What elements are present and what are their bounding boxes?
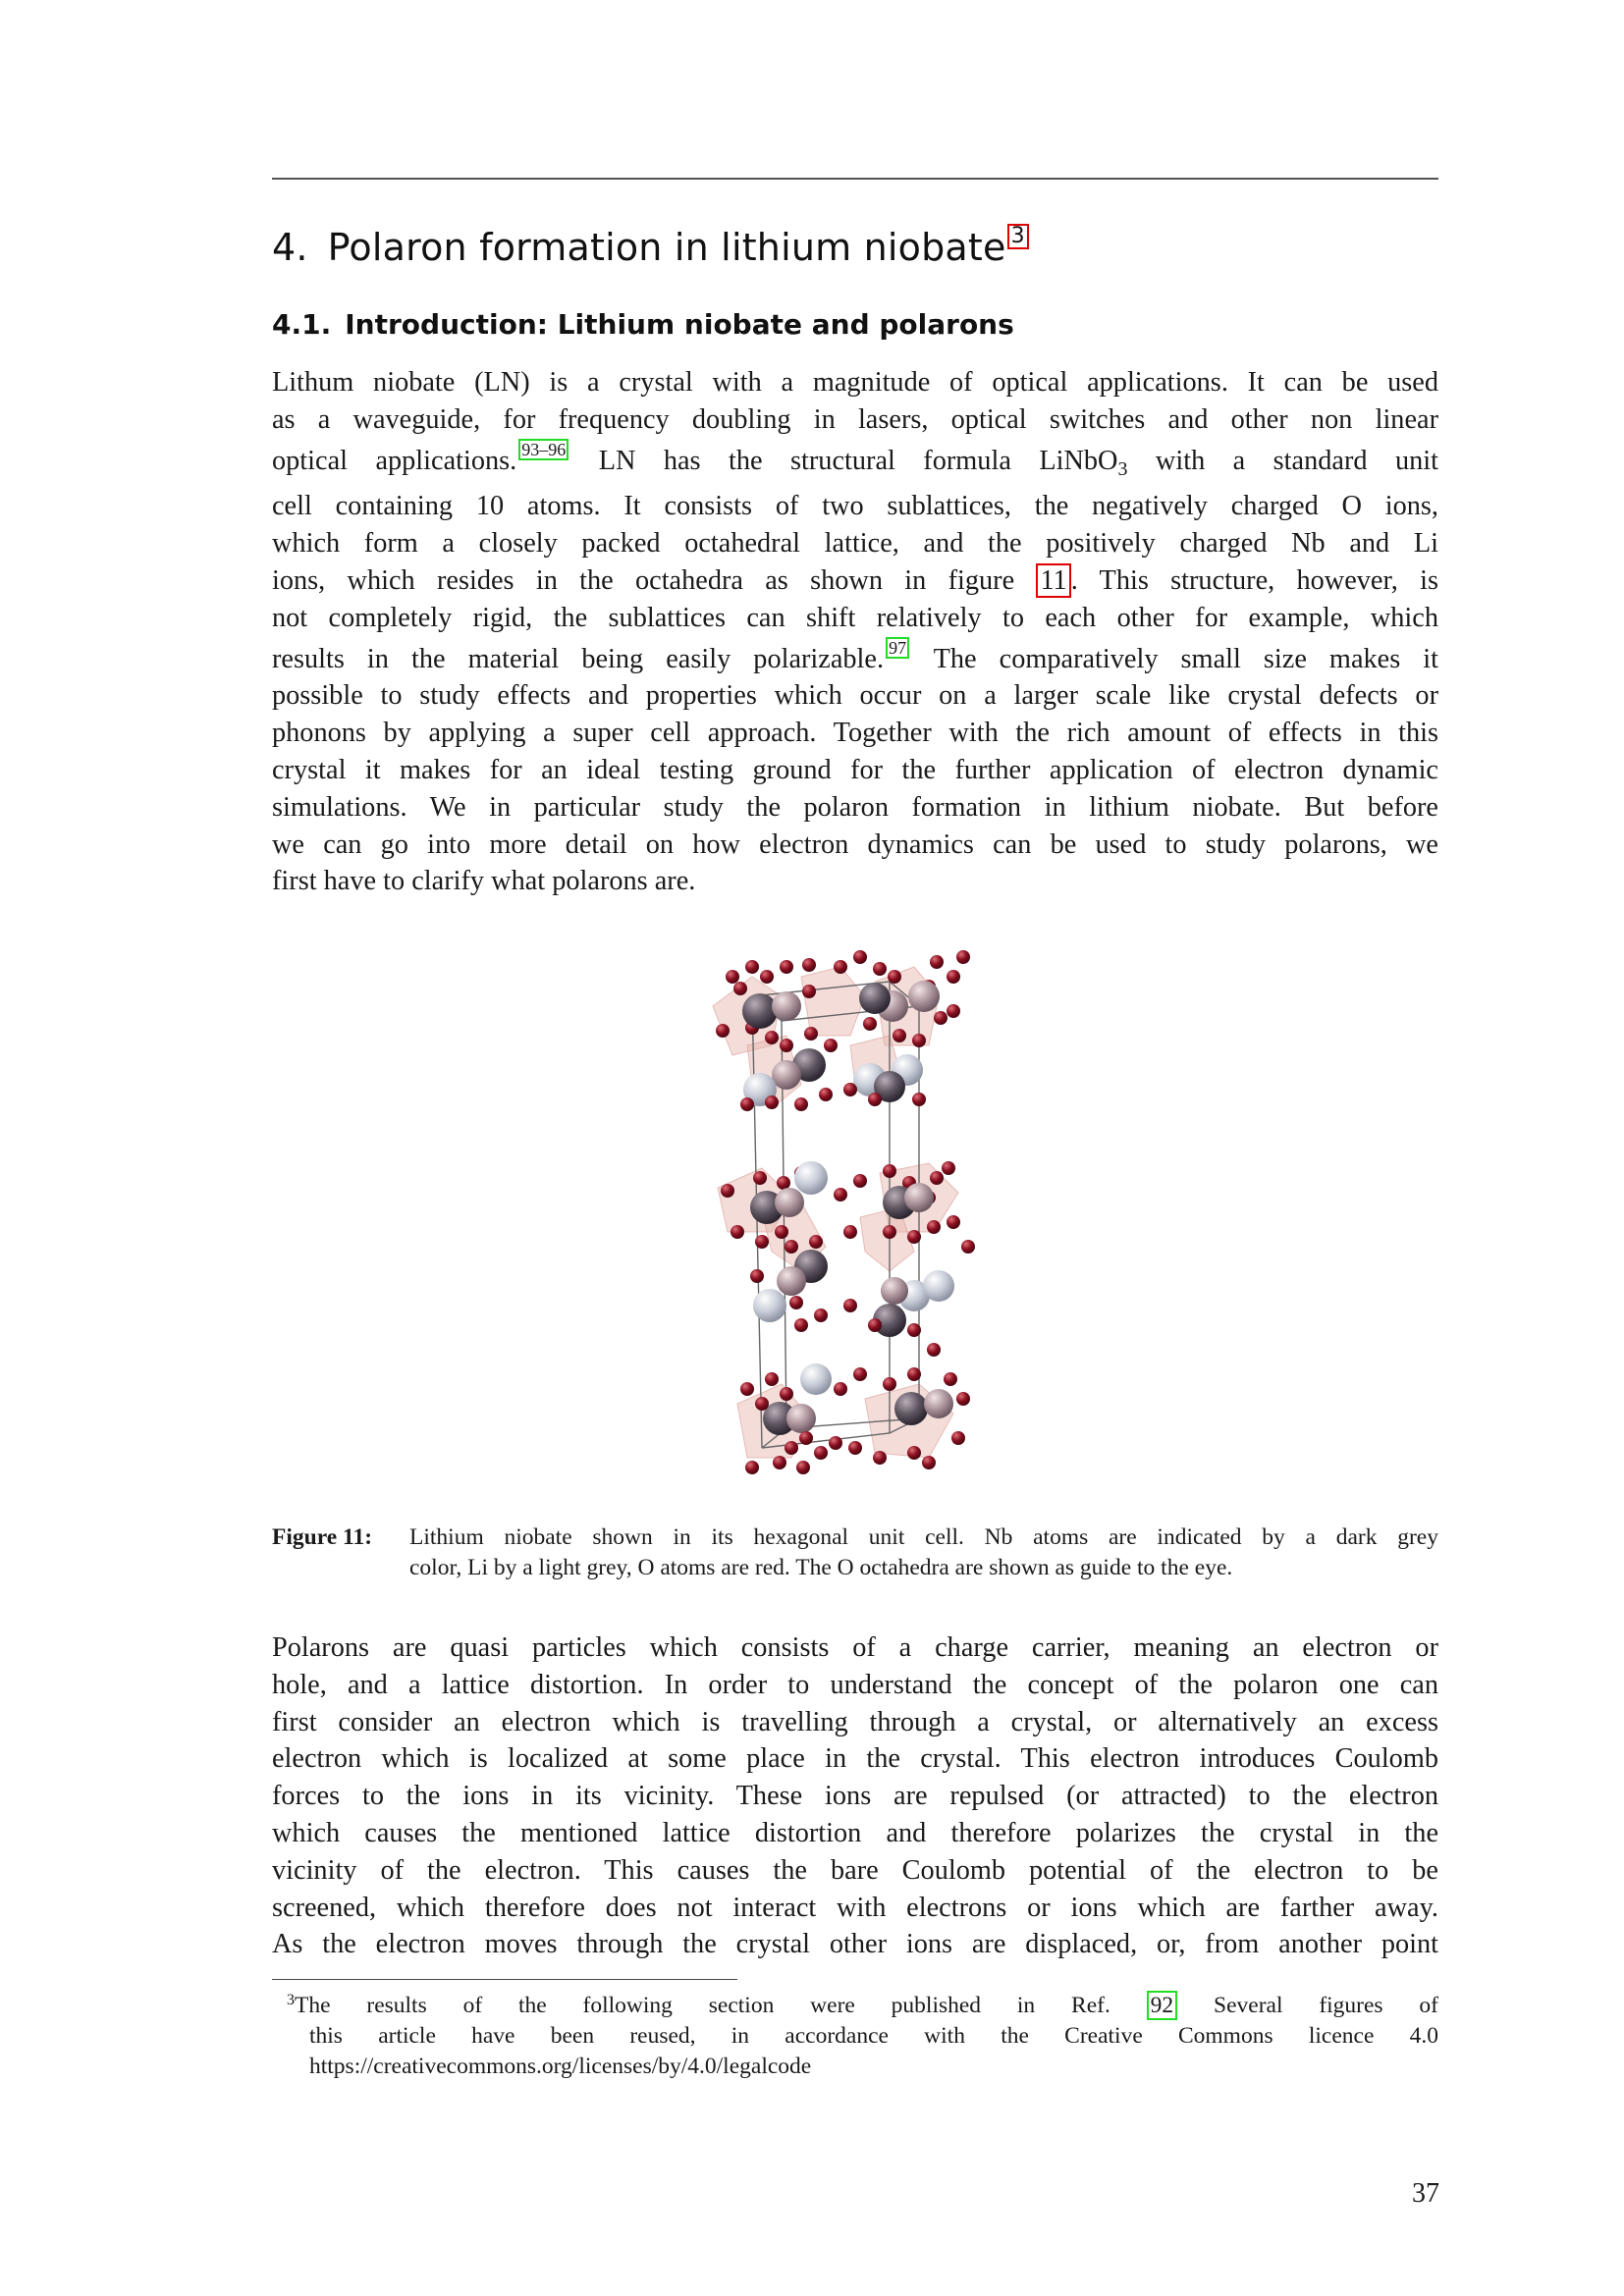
nb-atom <box>908 981 940 1012</box>
o-atom <box>893 1029 906 1042</box>
citation-link[interactable] <box>518 439 568 460</box>
o-atom <box>907 1230 921 1244</box>
o-atom <box>848 1441 862 1455</box>
o-atom <box>765 1031 779 1044</box>
o-atom <box>716 1024 730 1038</box>
section-title-text: Introduction: Lithium niobate and polarons <box>345 308 1014 341</box>
o-atom <box>930 1171 944 1185</box>
text-line: electron which is localized at some place in the crystal. This electron introduces Coulomb <box>272 1743 1438 1775</box>
chapter-number: 4. <box>272 226 308 269</box>
o-atom <box>745 960 759 974</box>
chapter-footnote-link[interactable]: 3 <box>1007 224 1029 249</box>
text-line: Lithum niobate (LN) is a crystal with a magnitude of optical applications. It can be used <box>272 367 1438 398</box>
o-atom <box>780 1039 793 1052</box>
o-atom <box>888 970 901 984</box>
citation-link[interactable]: 97 <box>886 637 909 659</box>
o-atom <box>944 1372 957 1386</box>
citation-number: 93 <box>521 439 540 459</box>
text-line: vicinity of the electron. This causes the bare Coulomb potential of the electron to be <box>272 1854 1438 1886</box>
nb-atom <box>924 1389 953 1418</box>
o-atom <box>775 1225 788 1239</box>
footnote-line <box>287 1985 1438 2021</box>
o-atom <box>760 970 774 984</box>
o-atom <box>819 1088 833 1101</box>
o-atom <box>853 1367 867 1381</box>
o-atom <box>843 1225 857 1239</box>
o-atom <box>794 1318 808 1332</box>
o-atom <box>789 1296 803 1309</box>
text-span: with a standard unit <box>1155 445 1438 476</box>
nb-atom <box>786 1404 816 1433</box>
o-atom <box>873 1451 887 1465</box>
nb-atom <box>904 1183 934 1212</box>
citation-separator: – <box>539 439 549 459</box>
o-atom <box>780 960 793 974</box>
text-span: optical applications. <box>272 445 517 476</box>
o-atom <box>809 1235 823 1249</box>
o-atom <box>868 1093 882 1106</box>
o-atom <box>802 985 816 998</box>
o-atom <box>750 1269 764 1283</box>
o-atom <box>796 1461 810 1474</box>
figure-reference-link[interactable]: 11 <box>1036 563 1070 598</box>
text-line: not completely rigid, the sublattices can shift relatively to each other for example, which <box>272 602 1438 633</box>
o-atom <box>843 1299 857 1312</box>
o-atom <box>765 1372 779 1386</box>
text-line: phonons by applying a super cell approach. Together with the rich amount of effects in this <box>272 718 1438 749</box>
caption-line: Lithium niobate shown in its hexagonal unit cell. Nb atoms are indicated by a dark grey <box>409 1524 1438 1550</box>
o-atom <box>922 1456 936 1469</box>
figure-label: Figure 11: <box>272 1524 373 1550</box>
o-atom <box>753 1171 767 1185</box>
chapter-title-text: Polaron formation in lithium niobate <box>327 226 1006 269</box>
o-atom <box>785 1441 798 1455</box>
subscript: 3 <box>1117 457 1128 480</box>
nb-atom <box>894 1392 928 1425</box>
o-atom <box>942 1161 955 1175</box>
li-atom <box>923 1270 954 1302</box>
paragraph-intro <box>272 364 1438 900</box>
o-atom <box>794 1097 808 1111</box>
o-atom <box>829 1436 842 1450</box>
o-atom <box>853 950 867 964</box>
text-line <box>272 562 1438 600</box>
o-atom <box>930 955 944 969</box>
text-span: Several figures of <box>1214 1993 1438 2018</box>
o-atom <box>907 1323 921 1337</box>
o-atom <box>733 982 747 995</box>
chapter-title <box>272 224 1029 269</box>
text-line: we can go into more detail on how electron dynamics can be used to study polarons, we <box>272 828 1438 860</box>
o-atom <box>785 1240 798 1254</box>
lithium-niobate-unit-cell-image <box>693 937 1027 1487</box>
o-atom <box>726 970 739 984</box>
text-line: cell containing 10 atoms. It consists of two sublattices, the negatively charged O ions, <box>272 491 1438 522</box>
o-atom <box>927 1343 941 1357</box>
o-atom <box>777 1176 790 1190</box>
o-atom <box>740 1097 754 1111</box>
text-span: ions, which resides in the octahedra as shown in figure <box>272 564 1015 596</box>
nb-atom <box>772 1060 801 1090</box>
text-line: which causes the mentioned lattice distortion and therefore polarizes the crystal in the <box>272 1817 1438 1848</box>
paragraph-polarons <box>272 1629 1438 1963</box>
o-atom <box>947 1004 960 1018</box>
li-atom <box>800 1363 832 1395</box>
page-number: 37 <box>1412 2178 1439 2209</box>
o-atom <box>907 1367 921 1381</box>
text-line: As the electron moves through the crystal other ions are displaced, or, from another point <box>272 1929 1438 1960</box>
caption-line: color, Li by a light grey, O atoms are red. The O octahedra are shown as guide to the eye. <box>409 1555 1233 1580</box>
o-atom <box>834 960 847 974</box>
o-atom <box>814 1308 828 1322</box>
o-atom <box>883 1164 896 1178</box>
nb-atom <box>881 1277 908 1305</box>
text-line: simulations. We in particular study the polaron formation in lithium niobate. But before <box>272 791 1438 823</box>
o-atom <box>843 1083 857 1096</box>
text-span: LN has the structural formula LiNbO <box>598 445 1118 476</box>
o-atom <box>799 1431 813 1445</box>
text-line: possible to study effects and properties which occur on a larger scale like crystal defects or <box>272 680 1438 712</box>
footnote <box>287 1985 1438 2082</box>
header-rule <box>272 178 1438 180</box>
figure-crystal-structure <box>693 937 1027 1487</box>
section-title <box>272 308 1014 341</box>
o-atom <box>912 1093 926 1106</box>
o-atom <box>740 1382 754 1396</box>
o-atom <box>927 1220 941 1234</box>
text-span: The comparatively small size makes it <box>933 643 1438 674</box>
nb-atom <box>772 991 801 1021</box>
o-atom <box>773 1456 786 1469</box>
citation-number: 96 <box>548 439 567 459</box>
o-atom <box>907 1446 921 1460</box>
text-span: The results of the following section were published in Ref. <box>295 1993 1110 2018</box>
o-atom <box>947 970 960 984</box>
text-line <box>272 637 1438 678</box>
o-atom <box>804 1027 818 1041</box>
o-atom <box>868 1318 882 1332</box>
o-atom <box>912 1034 926 1047</box>
footnote-url[interactable]: https://creativecommons.org/licenses/by/4.0/legalcode <box>309 2054 812 2079</box>
text-span: results in the material being easily polarizable. <box>272 643 885 674</box>
text-line: first have to clarify what polarons are. <box>272 866 696 897</box>
o-atom <box>780 1387 793 1401</box>
o-atom <box>934 1011 947 1025</box>
text-line: as a waveguide, for frequency doubling in lasers, optical switches and other non linear <box>272 403 1438 435</box>
nb-atom <box>859 983 891 1014</box>
o-atom <box>814 1446 828 1460</box>
o-atom <box>824 1039 838 1052</box>
o-atom <box>873 962 887 976</box>
figure-caption <box>272 1522 1438 1583</box>
o-atom <box>951 1431 965 1445</box>
o-atom <box>956 1392 970 1406</box>
o-atom <box>863 1017 877 1031</box>
o-atom <box>721 1184 734 1198</box>
o-atom <box>745 1461 759 1474</box>
text-line: first consider an electron which is travelling through a crystal, or alternatively an excess <box>272 1706 1438 1737</box>
footnote-line: this article have been reused, in accordance with the Creative Commons licence 4.0 <box>309 2023 1438 2049</box>
o-atom <box>834 1188 847 1201</box>
o-atom <box>755 1397 769 1411</box>
nb-atom <box>775 1188 804 1217</box>
o-atom <box>765 1095 779 1109</box>
text-line: forces to the ions in its vicinity. These ions are repulsed (or attracted) to the electron <box>272 1781 1438 1812</box>
o-atom <box>883 1225 896 1239</box>
o-atom <box>883 1377 896 1391</box>
reference-link[interactable]: 92 <box>1147 1991 1178 2020</box>
li-atom <box>753 1289 786 1322</box>
o-atom <box>961 1240 975 1254</box>
o-atom <box>834 1382 847 1396</box>
footnote-rule <box>272 1979 737 1980</box>
li-atom <box>794 1161 828 1195</box>
o-atom <box>956 950 970 964</box>
section-number: 4.1. <box>272 308 332 341</box>
o-atom <box>802 958 816 972</box>
text-line: Polarons are quasi particles which consists of a charge carrier, meaning an electron or <box>272 1632 1438 1663</box>
figure-caption-text <box>409 1522 1438 1583</box>
nb-atom <box>777 1266 806 1296</box>
text-span: . This structure, however, is <box>1070 564 1439 596</box>
text-line: hole, and a lattice distortion. In order to understand the concept of the polaron one can <box>272 1669 1438 1700</box>
text-line: crystal it makes for an ideal testing ground for the further application of electron dynamic <box>272 754 1438 785</box>
nb-atom <box>742 993 778 1029</box>
o-atom <box>731 1225 744 1239</box>
o-atom <box>853 1174 867 1188</box>
text-line: which form a closely packed octahedral lattice, and the positively charged Nb and Li <box>272 528 1438 560</box>
footnote-mark: 3 <box>287 1992 295 2008</box>
o-atom <box>947 1215 960 1229</box>
text-line: screened, which therefore does not interact with electrons or ions which are farther away. <box>272 1892 1438 1923</box>
text-line <box>272 439 1438 489</box>
o-atom <box>755 1235 769 1249</box>
